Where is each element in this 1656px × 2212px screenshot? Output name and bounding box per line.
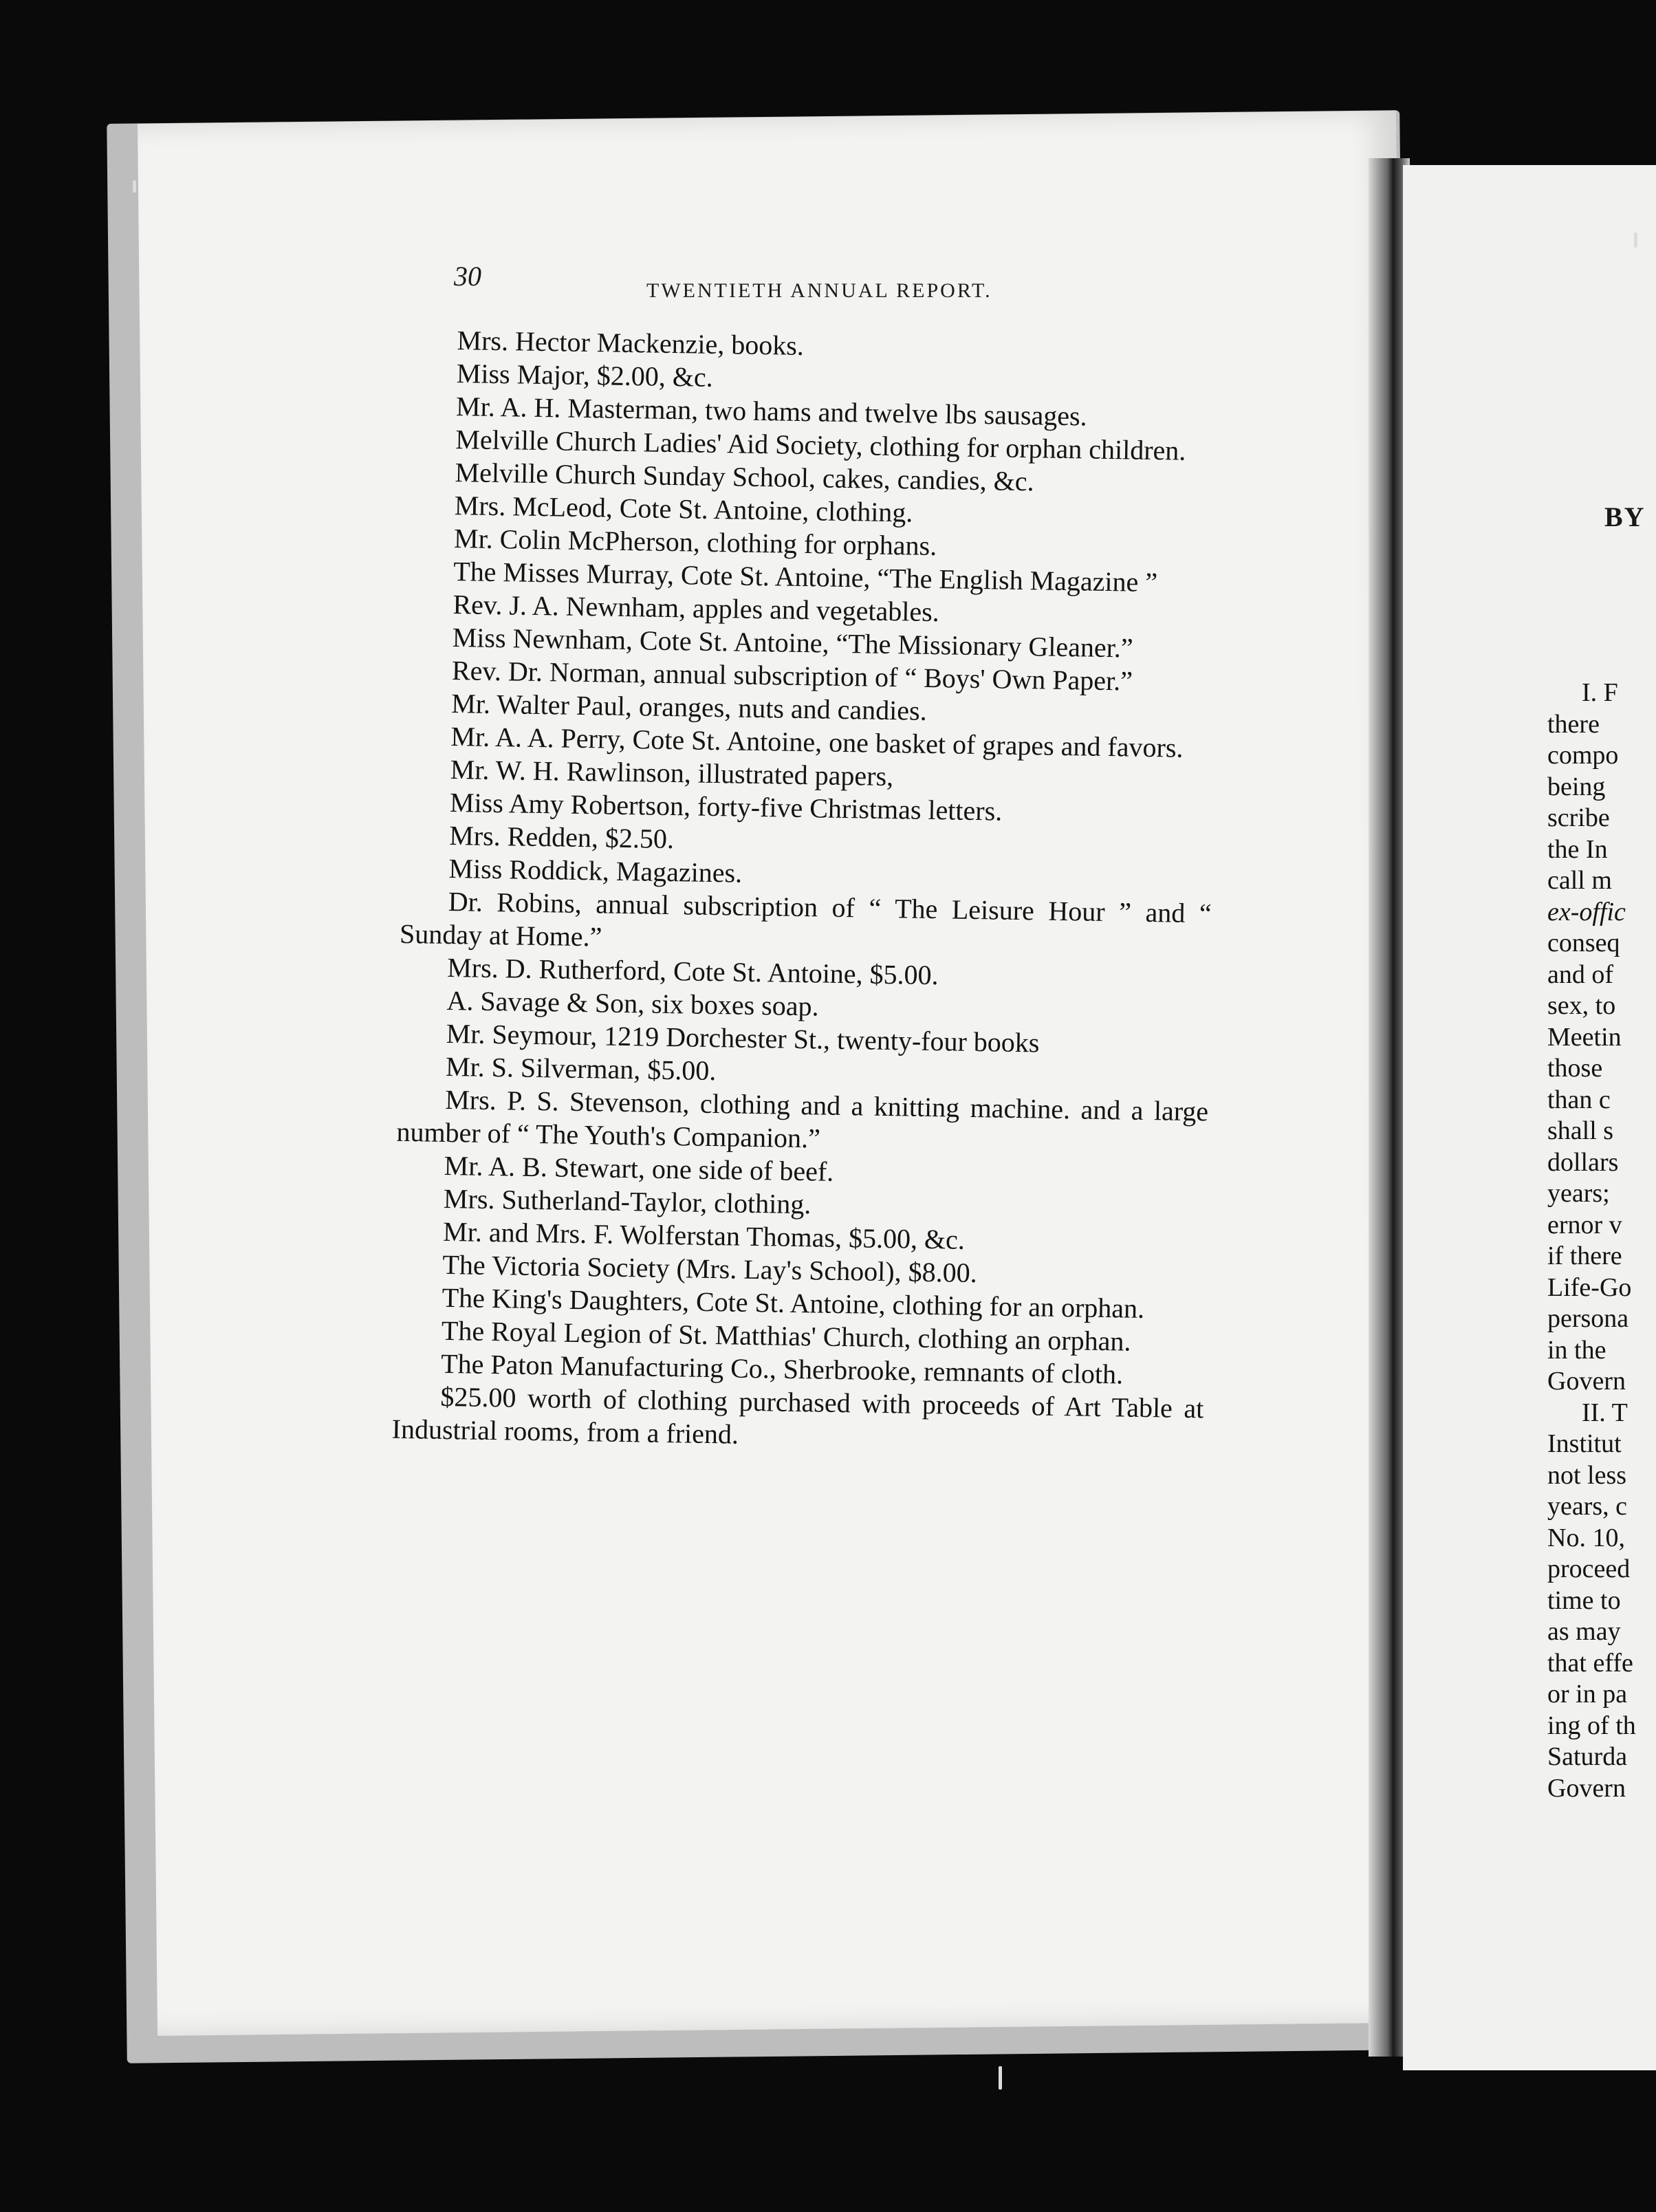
right-page-line: being [1547, 772, 1606, 801]
donation-entry: Mrs. Hector Mackenzie, books. [457, 325, 805, 362]
page-number: 30 [454, 261, 481, 292]
right-page-line: I. F [1582, 678, 1618, 707]
right-page-line: not less [1547, 1460, 1627, 1490]
donation-entry: Rev. J. A. Newnham, apples and vegetables. [453, 589, 940, 628]
right-page-line: time to [1547, 1585, 1621, 1615]
donation-entry: Mrs. P. S. Stevenson, clothing and a knitting machine. and a large number of “ The Youth's Companion.” [396, 1083, 1209, 1154]
donation-entry: Mr. A. B. Stewart, one side of beef. [444, 1149, 834, 1187]
donation-entry: Miss Roddick, Magazines. [448, 853, 743, 889]
right-page-line: No. 10, [1547, 1523, 1625, 1552]
donation-entry: Mrs. Redden, $2.50. [448, 820, 675, 855]
donation-entry: Mr. Colin McPherson, clothing for orphans. [453, 523, 937, 562]
donation-entry: The Victoria Society (Mrs. Lay's School), $8.00. [442, 1248, 978, 1289]
right-page-line: if there [1547, 1241, 1622, 1270]
right-page-text [1547, 677, 1656, 1804]
film-scratch [133, 180, 136, 193]
right-page-line: Saturda [1547, 1742, 1628, 1771]
right-page-line: shall s [1547, 1116, 1614, 1145]
donation-entry: Melville Church Sunday School, cakes, candies, &c. [455, 457, 1034, 497]
donation-entry: Mrs. D. Rutherford, Cote St. Antoine, $5.00. [446, 951, 939, 991]
right-page-line: ex-offic [1547, 897, 1626, 926]
page-header [454, 260, 1210, 301]
donation-list [391, 323, 1220, 1458]
donation-entry: Mr. A. H. Masterman, two hams and twelve lbs sausages. [455, 391, 1087, 432]
donation-entry: Mr. Walter Paul, oranges, nuts and candies. [450, 688, 928, 726]
right-page-line: the In [1547, 834, 1608, 864]
right-page-line: as may [1547, 1617, 1621, 1646]
donation-entry: Miss Amy Robertson, forty-five Christmas letters. [449, 787, 1003, 827]
right-page-line: Life-Go [1547, 1272, 1632, 1302]
right-page-line: proceed [1547, 1554, 1631, 1583]
donation-entry: Miss Major, $2.00, &c. [456, 358, 714, 393]
right-page-line: or in pa [1547, 1680, 1628, 1709]
donation-entry: A. Savage & Son, six boxes soap. [446, 984, 819, 1022]
running-head: TWENTIETH ANNUAL REPORT. [646, 279, 992, 302]
right-page-line: ernor v [1547, 1210, 1622, 1239]
right-page-line: Govern [1547, 1773, 1626, 1803]
right-page-line: conseq [1547, 929, 1620, 957]
donation-entry: Melville Church Ladies' Aid Society, clothing for orphan children. [455, 424, 1186, 466]
right-page-line: in the [1547, 1335, 1606, 1365]
donation-entry: Mrs. Sutherland-Taylor, clothing. [443, 1182, 811, 1220]
donation-entry: $25.00 worth of clothing purchased with proceeds of Art Table at Industrial rooms, from a friend. [391, 1380, 1204, 1450]
right-page-line: persona [1547, 1304, 1629, 1333]
right-page-line: II. T [1582, 1398, 1628, 1427]
right-page-line: ing of th [1547, 1711, 1636, 1740]
donation-entry: Mr. S. Silverman, $5.00. [445, 1050, 717, 1087]
donation-entry: Mrs. McLeod, Cote St. Antoine, clothing. [454, 490, 913, 528]
donation-entry: Mr. A. A. Perry, Cote St. Antoine, one basket of grapes and favors. [450, 721, 1184, 763]
right-page-line: call m [1547, 866, 1612, 895]
film-scratch [1634, 232, 1637, 248]
right-page-line: scribe [1547, 803, 1610, 832]
film-scratch [999, 2066, 1002, 2090]
right-page-line: years; [1547, 1179, 1610, 1208]
right-page-line: dollars [1547, 1147, 1619, 1177]
donation-entry: The King's Daughters, Cote St. Antoine, clothing for an orphan. [442, 1281, 1145, 1324]
right-page-line: than c [1547, 1085, 1611, 1114]
donation-entry: Dr. Robins, annual subscription of “ The Leisure Hour ” and “ Sunday at Home.” [399, 885, 1212, 953]
donation-entry: Mr. W. H. Rawlinson, illustrated papers, [450, 754, 894, 792]
right-page-line: sex, to [1547, 991, 1616, 1020]
donation-entry: Rev. Dr. Norman, annual subscription of “ Boys' Own Paper.” [451, 655, 1133, 697]
right-page-line: that effe [1547, 1648, 1633, 1678]
donation-entry: The Royal Legion of St. Matthias' Church, clothing an orphan. [441, 1314, 1131, 1357]
donation-entry: The Paton Manufacturing Co., Sherbrooke, remnants of cloth. [440, 1347, 1124, 1390]
donation-entry: Miss Newnham, Cote St. Antoine, “The Missionary Gleaner.” [452, 622, 1133, 664]
right-page-line: compo [1547, 741, 1619, 770]
right-page-line: years, c [1547, 1492, 1628, 1521]
right-page-line: Govern [1547, 1367, 1626, 1396]
donation-entry: Mr. Seymour, 1219 Dorchester St., twenty-four books [446, 1017, 1040, 1059]
right-page-line: Institut [1547, 1429, 1622, 1458]
donation-entry: The Misses Murray, Cote St. Antoine, “The English Magazine ” [453, 556, 1158, 598]
right-page-line: there [1547, 709, 1600, 739]
right-page-line: and of [1547, 959, 1614, 989]
donation-entry: Mr. and Mrs. F. Wolferstan Thomas, $5.00, &c. [442, 1215, 966, 1255]
right-page-line: those [1547, 1054, 1603, 1083]
right-page-heading: BY [1604, 501, 1646, 532]
right-page-line: Meetin [1547, 1022, 1622, 1052]
